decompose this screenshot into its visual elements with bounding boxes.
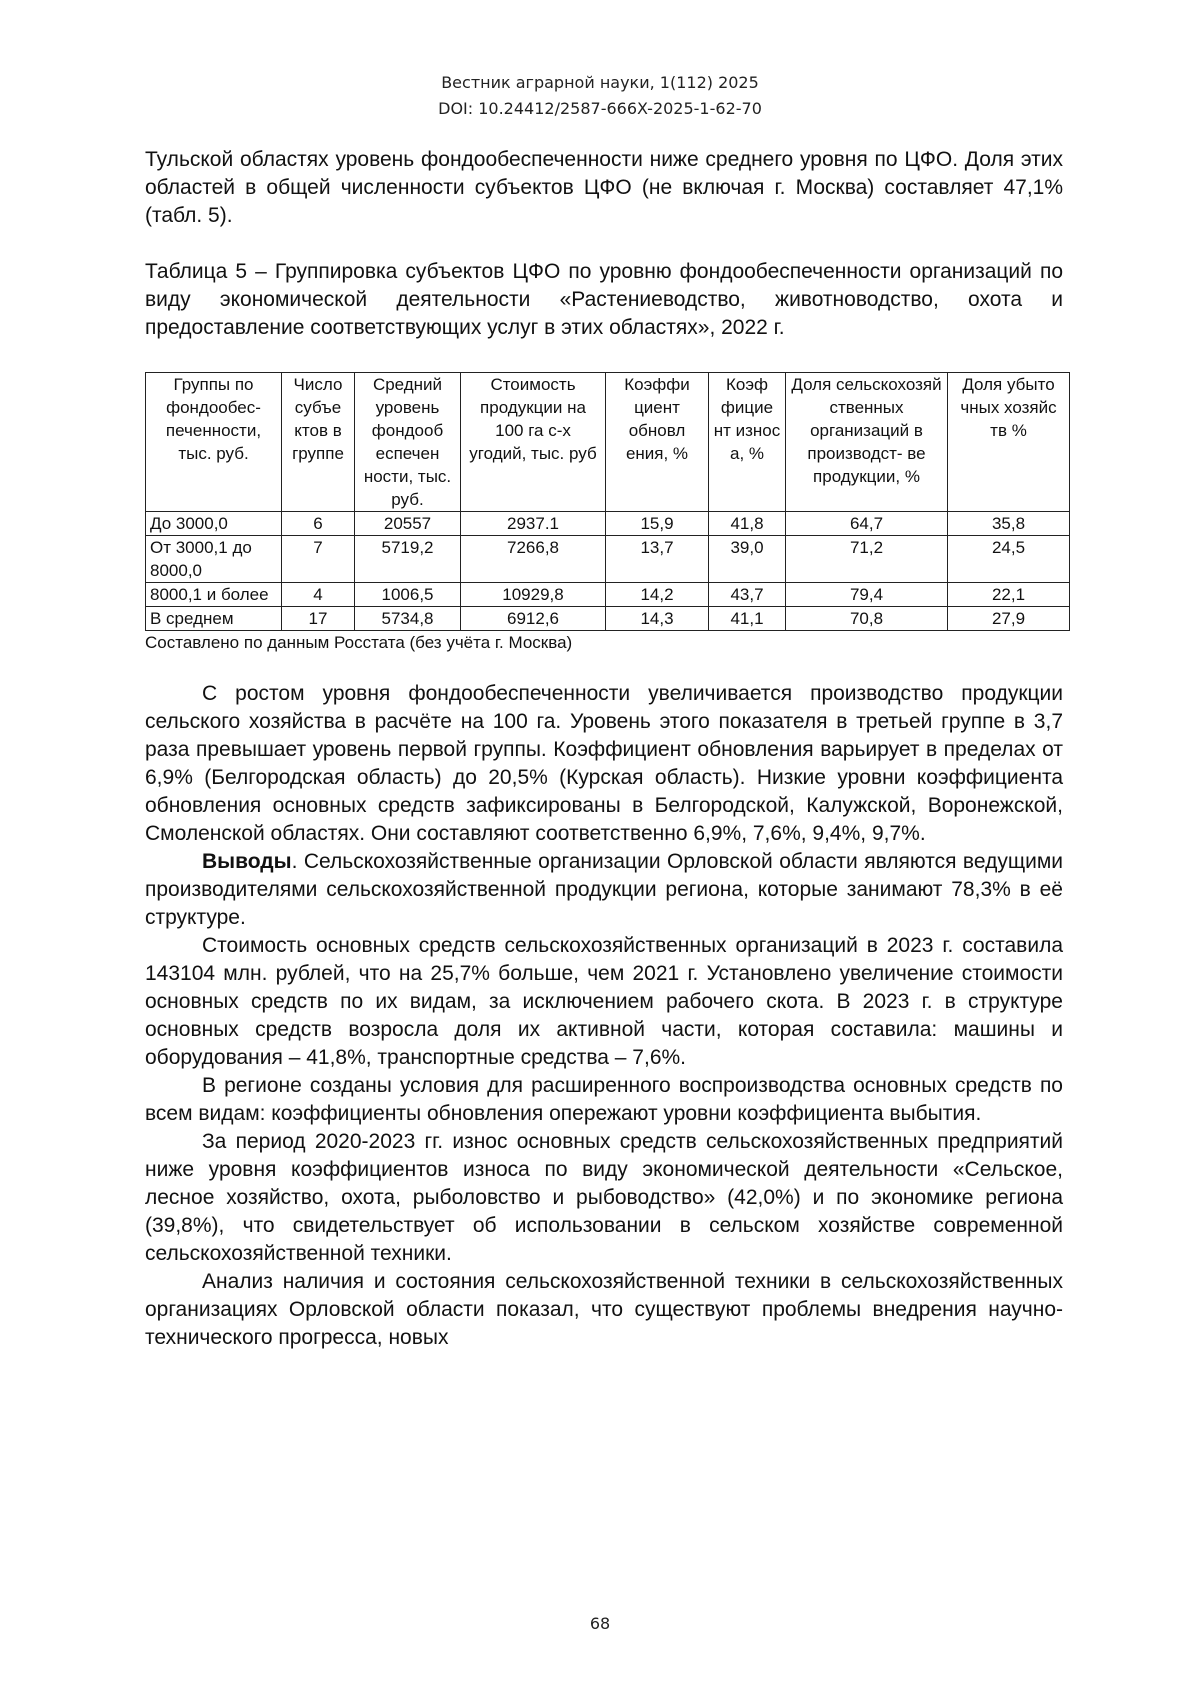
conclusions-text: . Сельскохозяйственные организации Орловской области являются ведущими производителями сельскохозяйственной продукции региона, которые занимают 78,3% в её структуре. bbox=[145, 850, 1063, 929]
table-cell: 5719,2 bbox=[355, 536, 461, 583]
table-cell: 8000,1 и более bbox=[146, 583, 282, 607]
table-cell: До 3000,0 bbox=[146, 512, 282, 536]
paragraph-fixed-assets: Стоимость основных средств сельскохозяйственных организаций в 2023 г. составила 143104 млн. рублей, что на 25,7% больше, чем 2021 г. Установлено увеличение стоимости основных средств по их видам, за исключением рабочего скота. В 2023 г. в структуре основных средств возросла доля их активной части, которая составила: машины и оборудования – 41,8%, транспортные средства – 7,6%. bbox=[145, 934, 1063, 1069]
col-header-loss-share: Доля убыто чных хозяйс тв % bbox=[948, 373, 1070, 512]
table-cell: 2937.1 bbox=[461, 512, 606, 536]
table-cell: 27,9 bbox=[948, 607, 1070, 631]
table-cell: 41,1 bbox=[709, 607, 786, 631]
table-cell: 64,7 bbox=[786, 512, 948, 536]
data-table bbox=[145, 372, 1070, 631]
table-cell: 6912,6 bbox=[461, 607, 606, 631]
table-cell: 70,8 bbox=[786, 607, 948, 631]
spacer bbox=[145, 230, 1063, 258]
col-header-count: Число субъе ктов в группе bbox=[282, 373, 355, 512]
table-cell: От 3000,1 до 8000,0 bbox=[146, 536, 282, 583]
table-cell: 7266,8 bbox=[461, 536, 606, 583]
intro-paragraph: Тульской областях уровень фондообеспеченности ниже среднего уровня по ЦФО. Доля этих областей в общей численности субъектов ЦФО (не включая г. Москва) составляет 47,1% (табл. 5). bbox=[145, 148, 1063, 227]
table-row bbox=[146, 607, 1070, 631]
table-cell: В среднем bbox=[146, 607, 282, 631]
paragraph-machinery: Анализ наличия и состояния сельскохозяйственной техники в сельскохозяйственных организациях Орловской области показал, что существуют проблемы внедрения научно-технического прогресса, новых bbox=[145, 1270, 1063, 1349]
doi: DOI: 10.24412/2587-666X-2025-1-62-70 bbox=[438, 99, 762, 118]
table-row bbox=[146, 512, 1070, 536]
paragraph-wear: За период 2020-2023 гг. износ основных средств сельскохозяйственных предприятий ниже уровня коэффициентов износа по виду экономической деятельности «Сельское, лесное хозяйство, охота, рыболовство и рыбоводство» (42,0%) и по экономике региона (39,8%), что свидетельствует об использовании в сельском хозяйстве современной сельскохозяйственной техники. bbox=[145, 1130, 1063, 1265]
page-header bbox=[0, 70, 1200, 122]
table-cell: 14,2 bbox=[606, 583, 709, 607]
paragraph-reproduction: В регионе созданы условия для расширенного воспроизводства основных средств по всем видам: коэффициенты обновления опережают уровни коэффициента выбытия. bbox=[145, 1074, 1063, 1125]
table-cell: 20557 bbox=[355, 512, 461, 536]
table-cell: 15,9 bbox=[606, 512, 709, 536]
table-cell: 22,1 bbox=[948, 583, 1070, 607]
table-cell: 43,7 bbox=[709, 583, 786, 607]
table-row bbox=[146, 583, 1070, 607]
journal-title: Вестник аграрной науки, 1(112) 2025 bbox=[441, 73, 759, 92]
col-header-wear-coef: Коэф фицие нт износ а, % bbox=[709, 373, 786, 512]
table-cell: 1006,5 bbox=[355, 583, 461, 607]
table-cell: 7 bbox=[282, 536, 355, 583]
table-cell: 17 bbox=[282, 607, 355, 631]
table-cell: 35,8 bbox=[948, 512, 1070, 536]
page-number: 68 bbox=[589, 1614, 611, 1633]
paragraph-conclusions bbox=[145, 848, 1063, 932]
col-header-renewal-coef: Коэффи циент обновл ения, % bbox=[606, 373, 709, 512]
conclusions-label: Выводы bbox=[202, 850, 292, 873]
table-cell: 10929,8 bbox=[461, 583, 606, 607]
table-cell: 14,3 bbox=[606, 607, 709, 631]
table-cell: 71,2 bbox=[786, 536, 948, 583]
col-header-output-value: Стоимость продукции на 100 га с-х угодий, тыс. руб bbox=[461, 373, 606, 512]
table-cell: 6 bbox=[282, 512, 355, 536]
col-header-org-share: Доля сельскохозяй ственных организаций в производст- ве продукции, % bbox=[786, 373, 948, 512]
table-source-note: Составлено по данным Росстата (без учёта г. Москва) bbox=[145, 633, 573, 652]
table-cell: 13,7 bbox=[606, 536, 709, 583]
paragraph-growth: С ростом уровня фондообеспеченности увеличивается производство продукции сельского хозяйства в расчёте на 100 га. Уровень этого показателя в третьей группе в 3,7 раза превышает уровень первой группы. Коэффициент обновления варьирует в пределах от 6,9% (Белгородская область) до 20,5% (Курская область). Низкие уровни коэффициента обновления основных средств зафиксированы в Белгородской, Калужской, Воронежской, Смоленской областях. Они составляют соответственно 6,9%, 7,6%, 9,4%, 9,7%. bbox=[145, 682, 1063, 845]
table-cell: 41,8 bbox=[709, 512, 786, 536]
col-header-avg-level: Средний уровень фондооб еспечен ности, тыс. руб. bbox=[355, 373, 461, 512]
table-cell: 24,5 bbox=[948, 536, 1070, 583]
table-caption: Таблица 5 – Группировка субъектов ЦФО по уровню фондообеспеченности организаций по виду экономической деятельности «Растениеводство, животноводство, охота и предоставление соответствующих услуг в этих областях», 2022 г. bbox=[145, 260, 1063, 339]
page-content bbox=[145, 146, 1063, 1352]
table-cell: 39,0 bbox=[709, 536, 786, 583]
table-header-row bbox=[146, 373, 1070, 512]
table-row bbox=[146, 536, 1070, 583]
table-cell: 4 bbox=[282, 583, 355, 607]
table-cell: 79,4 bbox=[786, 583, 948, 607]
col-header-groups: Группы по фондообес- печенности, тыс. руб. bbox=[146, 373, 282, 512]
table-cell: 5734,8 bbox=[355, 607, 461, 631]
